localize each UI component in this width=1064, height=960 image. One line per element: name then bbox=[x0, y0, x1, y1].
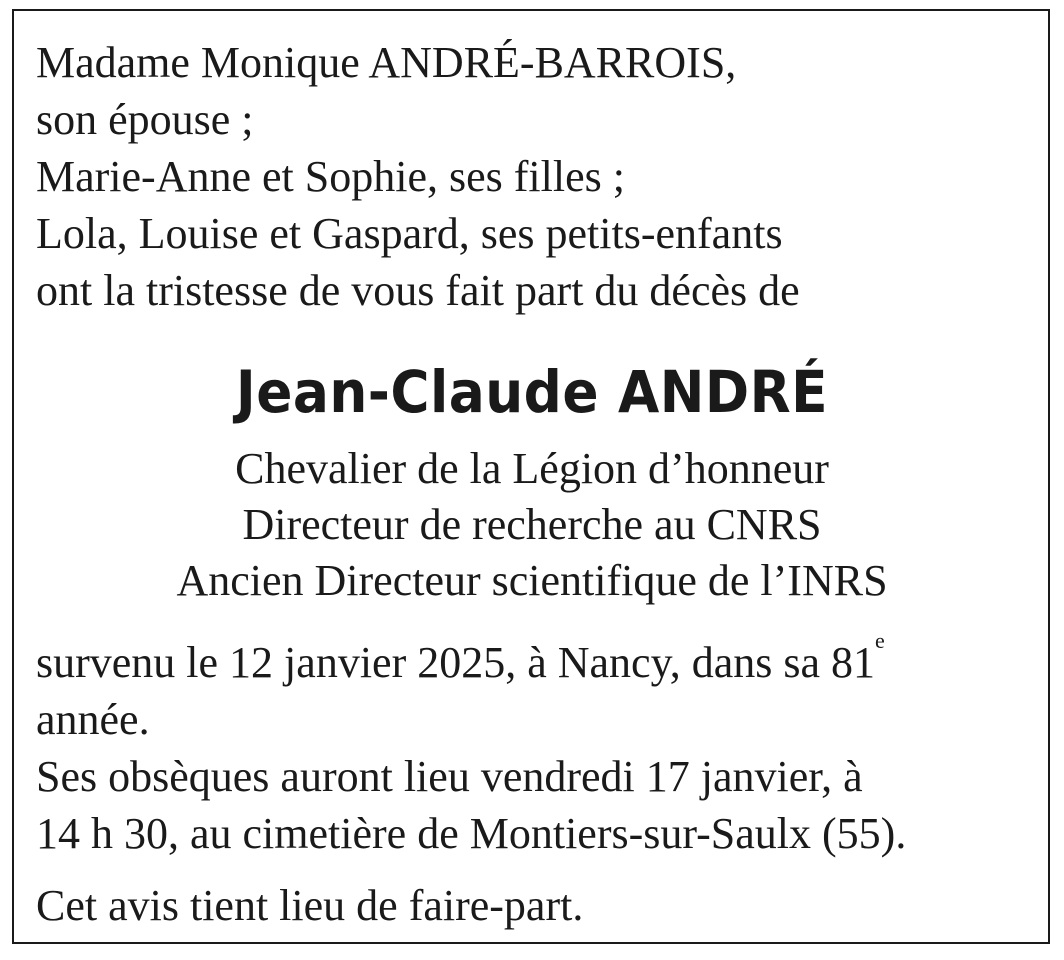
death-date-continued: année. bbox=[36, 695, 150, 744]
intro-line-wife: Madame Monique ANDRÉ-BARROIS, bbox=[36, 38, 737, 87]
title-cnrs: Directeur de recherche au CNRS bbox=[242, 500, 822, 549]
title-inrs: Ancien Directeur scientifique de l’INRS bbox=[176, 556, 888, 605]
funeral-line-place: 14 h 30, au cimetière de Montiers-sur-Saulx (55). bbox=[36, 809, 907, 858]
death-date-text: survenu le 12 janvier 2025, à Nancy, dans sa 81 bbox=[36, 638, 876, 687]
title-legion-honneur: Chevalier de la Légion d’honneur bbox=[235, 444, 829, 493]
closing-note: Cet avis tient lieu de faire-part. bbox=[36, 881, 584, 930]
ordinal-superscript: e bbox=[875, 628, 885, 653]
intro-line-relation: son épouse ; bbox=[36, 95, 254, 144]
death-date-line bbox=[36, 628, 885, 690]
intro-line-announcement: ont la tristesse de vous fait part du décès de bbox=[36, 266, 800, 315]
funeral-line-date: Ses obsèques auront lieu vendredi 17 janvier, à bbox=[36, 752, 863, 801]
intro-line-daughters: Marie-Anne et Sophie, ses filles ; bbox=[36, 152, 625, 201]
intro-line-grandchildren: Lola, Louise et Gaspard, ses petits-enfants bbox=[36, 209, 783, 258]
deceased-name: Jean-Claude ANDRÉ bbox=[235, 358, 829, 426]
